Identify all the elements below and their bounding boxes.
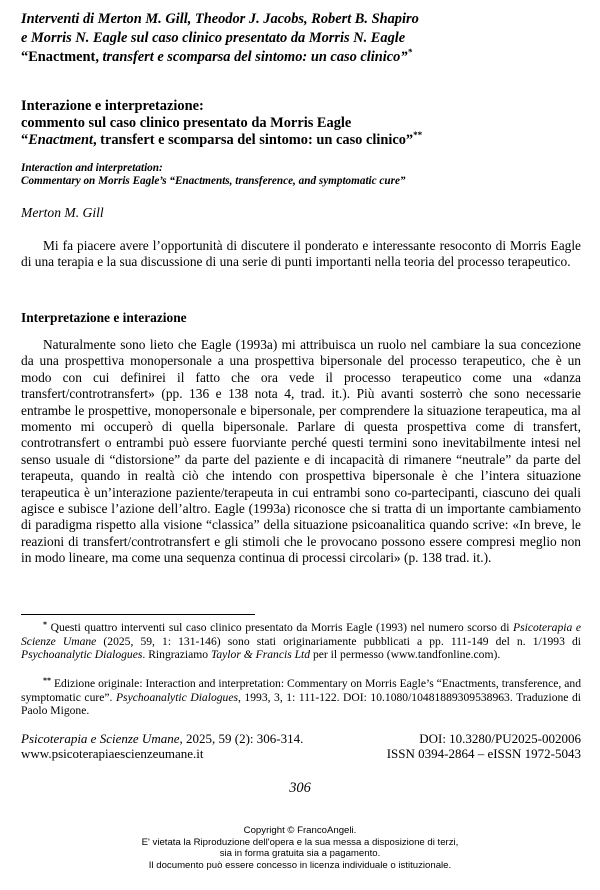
author-name: Merton M. Gill [21,205,104,220]
citation-website: www.psicoterapiaescienzeumane.it [21,746,204,761]
footnote-1: * Questi quattro interventi sul caso clinico presentato da Morris Eagle (1993) nel numero scorso di Psicoterapia e Scienze Umane (2025, 59, 1: 131-146) sono stati originariamente pubblicati a pp. 111-149 del n. 1/1993 di Psychoanalytic Dialogues. Ringraziamo Taylor & Francis Ltd per il permesso (www.tandfonline.com). [21,620,582,662]
copyright-line-1: Copyright © FrancoAngeli. [243,825,357,836]
footnote-2-mark: ** [43,676,51,685]
header-line-3 [21,48,581,67]
citation-issn: ISSN 0394-2864 – eISSN 1972-5043 [386,746,581,761]
subtitle-line-2: Commentary on Morris Eagle’s “Enactments, transference, and symptomatic cure” [21,175,406,187]
english-subtitle [21,162,581,188]
copyright-line-4: Il documento può essere concesso in licenza individuale o istituzionale. [148,859,452,871]
header-rest: transfert e scomparsa del sintomo: un caso clinico” [98,49,408,65]
title-line-2: commento sul caso clinico presentato da Morris Eagle [21,115,352,131]
copyright-line-3: sia in forma gratuita sia a pagamento. [219,848,381,860]
header-footnote-mark: * [407,47,413,57]
header-line-1: Interventi di Merton M. Gill, Theodor J. Jacobs, Robert B. Shapiro [21,11,419,27]
header-line-2: e Morris N. Eagle sul caso clinico presentato da Morris N. Eagle [21,30,406,46]
citation-doi: DOI: 10.3280/PU2025-002006 [419,731,581,746]
intro-paragraph: Mi fa piacere avere l’opportunità di discutere il ponderato e interessante resoconto di Morris Eagle di una terapia e la sua discussione di una serie di punti importanti nella teoria del processo terapeutico. [21,238,581,270]
series-header [21,10,581,67]
section-paragraph: Naturalmente sono lieto che Eagle (1993a) mi attribuisca un ruolo nel cambiare la sua concezione da una prospettiva monopersonale a una prospettiva bipersonale del processo terapeutico, che è un modo con cui definirei il fatto che ora vede il processo terapeutico come una «danza transfert/controtransfert» (pp. 136 e 138 nota 4, trad. it.). Più avanti sosterrò che sono necessarie entrambe le prospettive, monopersonale e bipersonale, per comprendere la situazione terapeutica, ma al momento mi occuperò di quella bipersonale. Parlare di questa prospettiva come di transfert, controtransfert o entrambi può essere fuorviante perché questi termini sono inevitabilmente intesi nel senso usuale di “distorsione” da parte del paziente e di incapacità di rimanere “neutrale” da parte del terapeuta, quando in realtà ciò che intendo con prospettiva bipersonale è che l’intera situazione terapeutica è un’interazione paziente/terapeuta in cui entrambi sono co-partecipanti, ciascuno dei quali agisce e subisce l’azione dell’altro. Eagle (1993a) riconosce che si tratta di un importante cambiamento di paradigma rispetto alla visione “classica” della situazione psicoanalitica quando scrive: «In breve, le reazioni di transfert/controtransfert e gli stimoli che le provocano possono essere compresi meglio non in modo lineare, ma come una sequenza continua di processi circolari» (p. 138 trad. it.). [21,337,581,566]
article-title [21,98,581,149]
copyright-line-2: E' vietata la Riproduzione dell'opera e la sua messa a disposizione di terzi, [141,836,459,848]
title-line-3: “Enactment, transfert e scomparsa del sintomo: un caso clinico”** [21,130,423,148]
title-footnote-mark: ** [413,130,423,140]
page-number: 306 [289,780,311,796]
title-emphasis: Enactment [28,132,93,148]
copyright-notice [0,825,600,871]
citation-issue: , 2025, 59 (2): 306-314. [179,731,304,746]
footnote-2: ** Edizione originale: Interaction and interpretation: Commentary on Morris Eagle’s “Enactments, transference, and symptomatic cure”. Psychoanalytic Dialogues, 1993, 3, 1: 111-122. DOI: 10.1080/10481889309538963. Traduzione di Paolo Migone. [21,676,582,718]
footnote-1-mark: * [43,620,47,629]
header-quoted: “Enactment, [21,49,99,65]
citation-journal: Psicoterapia e Scienze Umane [21,731,180,746]
subtitle-line-1: Interaction and interpretation: [21,162,163,174]
footnote-divider [21,614,255,615]
section-heading: Interpretazione e interazione [21,310,187,325]
title-line-1: Interazione e interpretazione: [21,98,204,114]
citation-row-1 [21,731,581,746]
citation-block [21,731,581,761]
citation-row-2 [21,746,581,761]
